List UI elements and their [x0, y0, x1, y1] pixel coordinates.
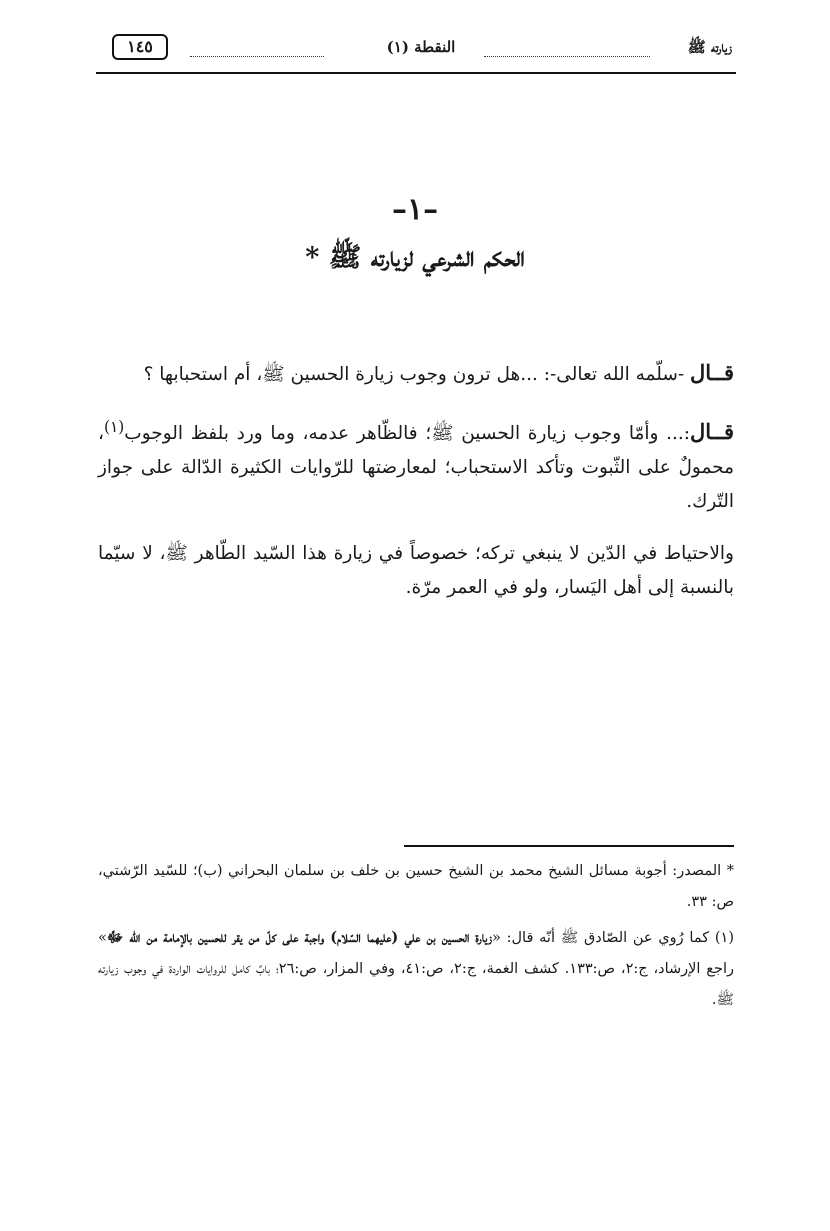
- running-title-honorific: ﷺ: [687, 38, 706, 56]
- section-title: [120, 240, 710, 280]
- header-rule: [96, 72, 736, 74]
- section-number: –١–: [391, 192, 439, 227]
- section-title-honorific: ﷺ: [328, 242, 362, 273]
- footnote-1: [98, 922, 734, 1016]
- section-title-marker: *: [305, 242, 320, 273]
- paragraph-text: ، محمولٌ على الثّبوت وتأكد الاستحباب؛ لمعارضتها للرّوايات الكثيرة الدّالة على جواز التّرك.: [98, 423, 734, 513]
- running-title-text: زيارته: [710, 38, 732, 56]
- speaker-label: قــال: [690, 360, 734, 385]
- footnote-source: * المصدر: أجوبة مسائل الشيخ محمد بن الشيخ حسين بن خلف بن سلمان البحراني (ب)؛ للسّيد الرّشتي، ص: ٣٣.: [98, 863, 734, 910]
- footnote-reference: (١): [103, 418, 125, 436]
- section-label: النقطة (١): [386, 38, 456, 56]
- paragraph-text: والاحتياط في الدّين لا ينبغي تركه؛ خصوصاً في زيارة هذا السّيد الطّاهر ﷺ، لا سيّما بالنسبة إلى أهل اليَسار، ولو في العمر مرّة.: [98, 543, 734, 599]
- footnote-1-rest: » راجع الإرشاد، ج:٢، ص:١٣٣. كشف الغمة، ج:٢، ص:٤١، وفي المزار، ص:٢٦؛ بابٌ كامل للروايات الواردة في وجوب زيارته ﷺ.: [98, 930, 734, 1008]
- paragraph-question: [98, 356, 734, 392]
- paragraph-precaution: [98, 537, 734, 605]
- paragraph-text: -سلّمه الله تعالى-: ...هل ترون وجوب زيارة الحسين ﷺ، أم استحبابها ؟: [143, 364, 690, 385]
- paragraph-answer: [98, 410, 734, 519]
- footnotes: [98, 856, 734, 1020]
- body-text: [98, 356, 734, 623]
- paragraph-text: :... وأمّا وجوب زيارة الحسين ﷺ؛ فالظّاهر عدمه، وما ورد بلفظ الوجوب: [124, 423, 690, 445]
- footnote-rule: [404, 845, 734, 847]
- header-dot-leader: [484, 42, 650, 57]
- running-title: [688, 38, 732, 60]
- section-title-text: الحكم الشرعي لزيارته: [370, 242, 525, 273]
- speaker-label: قــال: [690, 419, 734, 445]
- header-dot-leader: [190, 42, 324, 57]
- page-number: ١٤٥: [112, 34, 168, 60]
- running-header: [96, 32, 736, 76]
- footnote-1-quote: زيارة الحسين بن علي (عليهما السّلام) واجبة على كلّ من يقر للحسين بالإمامة من الله ﷻ: [106, 929, 492, 946]
- footnote-1-lead: (١) كما رُوي عن الصّادق ﷺ أنّه قال: «: [492, 930, 735, 946]
